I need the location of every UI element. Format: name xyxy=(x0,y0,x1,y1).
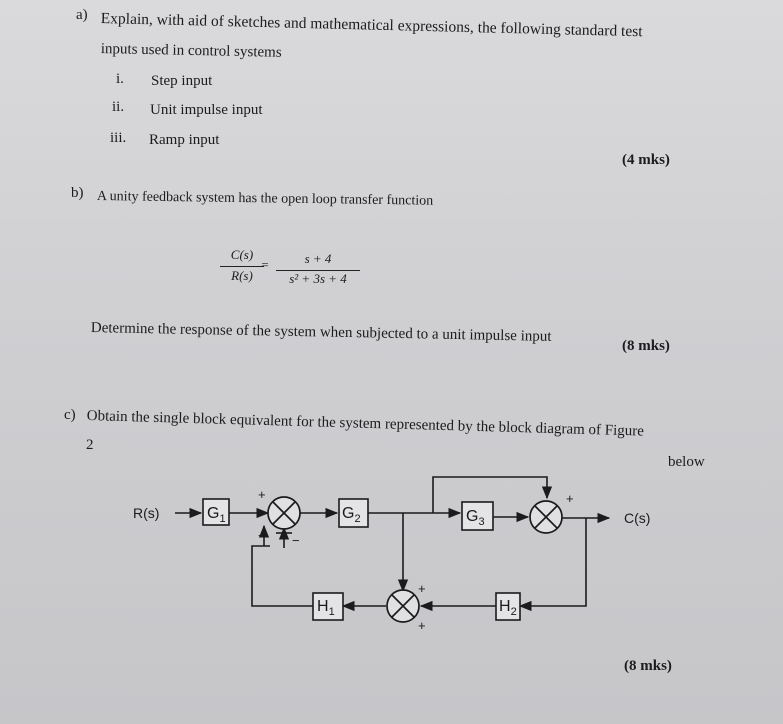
part-a-item-text: Unit impulse input xyxy=(150,102,263,118)
part-a-item-text: Step input xyxy=(151,73,213,89)
summing-junction-3 xyxy=(387,590,419,622)
part-a-item-text: Ramp input xyxy=(149,132,220,148)
sign-sj1-bottom2: − xyxy=(292,533,300,548)
sign-sj2-top: + xyxy=(566,491,574,506)
part-a-intro-line1: Explain, with aid of sketches and mathematical expressions, the following standard test xyxy=(100,10,643,41)
part-a-label: a) xyxy=(76,7,88,23)
sign-sj3-bottom: + xyxy=(418,618,426,633)
block-g2-label: $G_2$ xyxy=(342,505,361,525)
tf-rhs-denominator: s² + 3s + 4 xyxy=(289,271,347,286)
wire-h1-feedback xyxy=(252,546,313,606)
part-c-label: c) xyxy=(64,407,76,423)
tf-lhs-denominator: R(s) xyxy=(231,268,253,283)
sign-sj1-bottom: − xyxy=(258,528,266,543)
sign-sj1-top: + xyxy=(258,487,266,502)
part-a-intro-line2: inputs used in control systems xyxy=(100,41,282,61)
block-h1-label: $H_1$ xyxy=(317,598,335,618)
part-c-marks: (8 mks) xyxy=(624,658,672,674)
part-b-label: b) xyxy=(71,185,84,201)
tf-equals-sign: = xyxy=(261,257,269,272)
tf-lhs-numerator: C(s) xyxy=(230,247,254,262)
part-a-item-num: ii. xyxy=(112,99,125,115)
summing-junction-2 xyxy=(530,501,562,533)
block-g1-label: $G_1$ xyxy=(207,505,226,525)
part-a-item-num: i. xyxy=(116,71,124,87)
summing-junction-1 xyxy=(268,497,300,529)
part-b-intro: A unity feedback system has the open loop transfer function xyxy=(96,189,434,209)
sign-sj3-top: + xyxy=(418,581,426,596)
part-a-item-num: iii. xyxy=(110,130,127,146)
part-a-marks: (4 mks) xyxy=(622,152,670,168)
output-label: C(s) xyxy=(624,510,651,526)
block-g3-label: $G_3$ xyxy=(466,508,485,528)
tf-rhs-numerator: s + 4 xyxy=(304,251,332,266)
part-b-question: Determine the response of the system when subjected to a unit impulse input xyxy=(90,320,552,345)
input-label: R(s) xyxy=(133,505,160,521)
block-h2-label: $H_2$ xyxy=(499,598,517,618)
figure-number: 2 xyxy=(86,437,94,453)
part-b-marks: (8 mks) xyxy=(622,338,670,354)
part-c-intro: Obtain the single block equivalent for the system represented by the block diagram of Figure xyxy=(86,408,645,440)
part-c-below: below xyxy=(668,454,705,470)
